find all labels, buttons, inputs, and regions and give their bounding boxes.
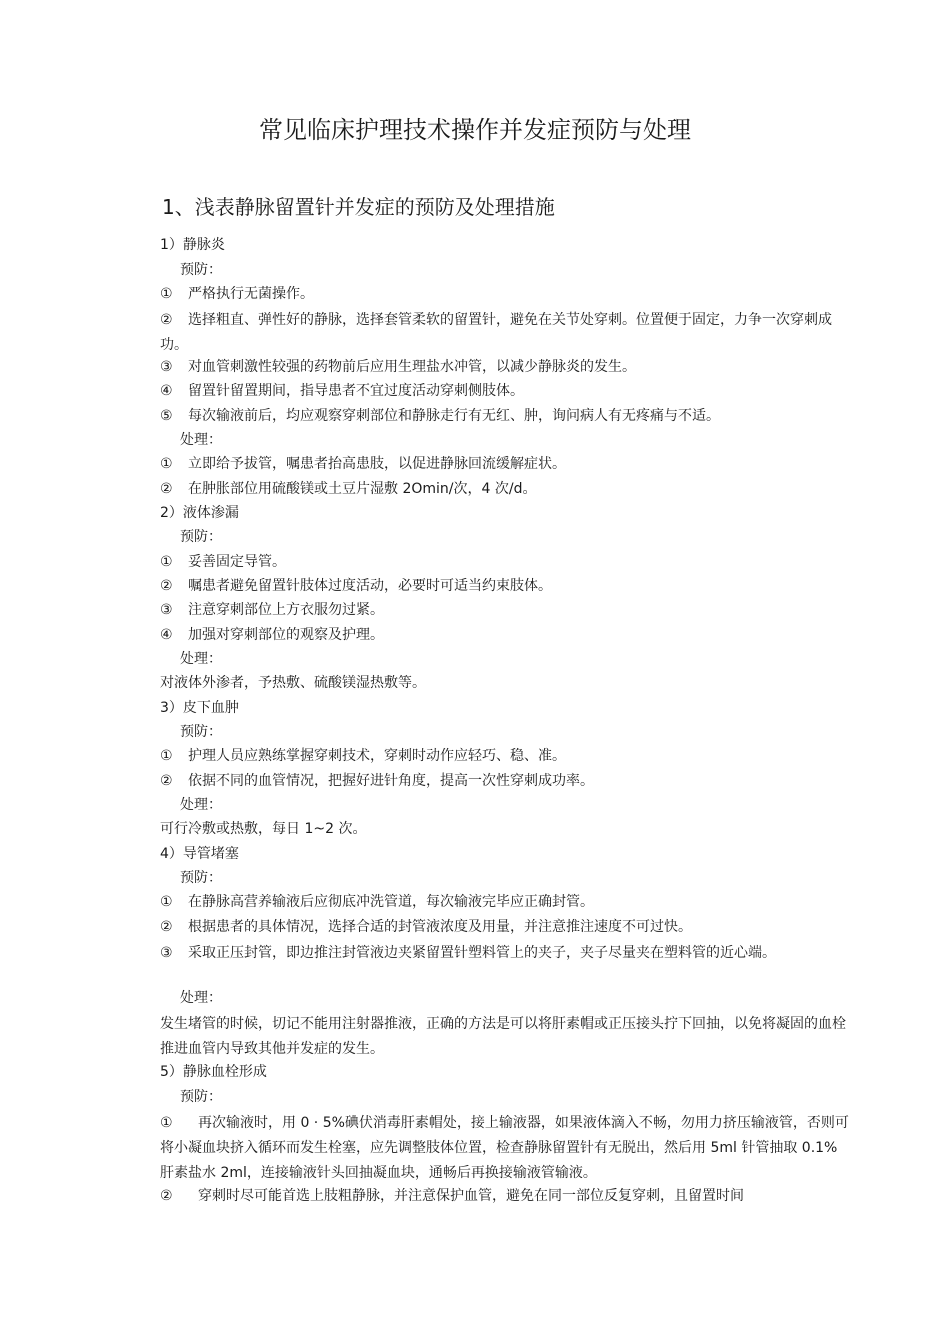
list-item: ① 立即给予拔管，嘱患者抬高患肢，以促进静脉回流缓解症状。 <box>160 456 566 472</box>
subsection-heading: 4）导管堵塞 <box>160 846 239 862</box>
list-item: ① 严格执行无菌操作。 <box>160 286 314 302</box>
list-item: ② 依据不同的血管情况，把握好进针角度，提高一次性穿刺成功率。 <box>160 773 594 789</box>
treatment-label: 处理： <box>180 990 222 1006</box>
treatment-label: 处理： <box>180 432 222 448</box>
list-item: ③ 采取正压封管，即边推注封管液边夹紧留置针塑料管上的夹子，夹子尽量夹在塑料管的近心端。 <box>160 945 776 961</box>
subsection-heading: 5）静脉血栓形成 <box>160 1064 267 1080</box>
prevention-label: 预防： <box>180 1089 222 1105</box>
list-item: ③ 对血管刺激性较强的药物前后应用生理盐水冲管，以减少静脉炎的发生。 <box>160 359 636 375</box>
list-item: ① 再次输液时，用 0 · 5%碘伏消毒肝素帽处，接上输液器，如果液体滴入不畅，勿用力挤压输液管，否则可将小凝血块挤入循环而发生栓塞，应先调整肢体位置，检查静脉留置针有无脱出，然后用 5ml 针管抽取 0.1%肝素盐水 2ml，连接输液针头回抽凝血块，通畅后再换接输液管输液。 <box>160 1115 849 1181</box>
list-item: ② 根据患者的具体情况，选择合适的封管液浓度及用量，并注意推注速度不可过快。 <box>160 919 692 935</box>
subsection-heading: 1）静脉炎 <box>160 237 225 253</box>
document-title: 常见临床护理技术操作并发症预防与处理 <box>259 116 691 144</box>
list-item: ② 嘱患者避免留置针肢体过度活动，必要时可适当约束肢体。 <box>160 578 552 594</box>
prevention-label: 预防： <box>180 529 222 545</box>
treatment-text: 对液体外渗者，予热敷、硫酸镁湿热敷等。 <box>160 675 426 691</box>
treatment-text: 发生堵管的时候，切记不能用注射器推液，正确的方法是可以将肝素帽或正压接头拧下回抽，以免将凝固的血栓推进血管内导致其他并发症的发生。 <box>160 1016 846 1057</box>
list-item: ② 在肿胀部位用硫酸镁或土豆片湿敷 2Omin/次，4 次/d。 <box>160 481 537 497</box>
list-item: ⑤ 每次输液前后，均应观察穿刺部位和静脉走行有无红、肿，询问病人有无疼痛与不适。 <box>160 408 720 424</box>
prevention-label: 预防： <box>180 870 222 886</box>
list-item: ④ 留置针留置期间，指导患者不宜过度活动穿刺侧肢体。 <box>160 383 524 399</box>
treatment-label: 处理： <box>180 651 222 667</box>
treatment-label: 处理： <box>180 797 222 813</box>
list-item: ④ 加强对穿刺部位的观察及护理。 <box>160 627 384 643</box>
list-item: ① 护理人员应熟练掌握穿刺技术，穿刺时动作应轻巧、稳、准。 <box>160 748 566 764</box>
list-item: ① 妥善固定导管。 <box>160 554 286 570</box>
list-item: ② 选择粗直、弹性好的静脉，选择套管柔软的留置针，避免在关节处穿刺。位置便于固定，力争一次穿刺成功。 <box>160 312 832 353</box>
subsection-heading: 2）液体渗漏 <box>160 505 239 521</box>
section-heading: 1、浅表静脉留置针并发症的预防及处理措施 <box>162 195 555 219</box>
prevention-label: 预防： <box>180 262 222 278</box>
list-item: ③ 注意穿刺部位上方衣服勿过紧。 <box>160 602 384 618</box>
list-item: ② 穿刺时尽可能首选上肢粗静脉，并注意保护血管，避免在同一部位反复穿刺，且留置时间 <box>160 1188 744 1204</box>
prevention-label: 预防： <box>180 724 222 740</box>
treatment-text: 可行冷敷或热敷，每日 1~2 次。 <box>160 821 367 837</box>
list-item: ① 在静脉高营养输液后应彻底冲洗管道，每次输液完毕应正确封管。 <box>160 894 594 910</box>
subsection-heading: 3）皮下血肿 <box>160 700 239 716</box>
